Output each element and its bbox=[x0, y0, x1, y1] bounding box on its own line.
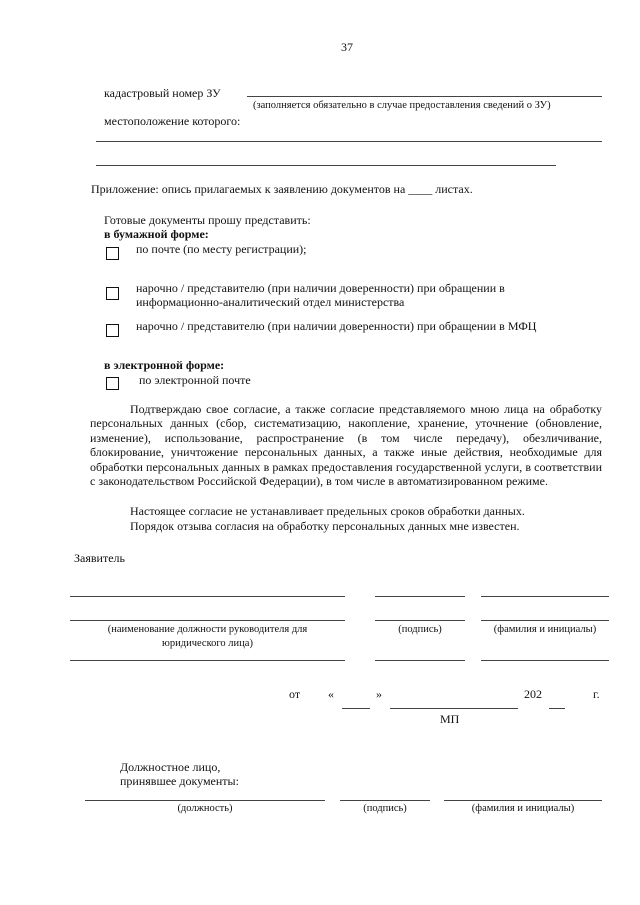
option-mfc: нарочно / представителю (при наличии доверенности) при обращении в МФЦ bbox=[136, 319, 537, 333]
official-label-1: Должностное лицо, bbox=[120, 760, 221, 774]
official-name-caption: (фамилия и инициалы) bbox=[471, 803, 575, 814]
official-position-caption: (должность) bbox=[177, 803, 233, 814]
location-label: местоположение которого: bbox=[104, 114, 241, 128]
checkbox-mfc[interactable] bbox=[106, 324, 119, 337]
ready-docs-intro: Готовые документы прошу представить: bbox=[104, 213, 311, 227]
consent-revocation-text: Порядок отзыва согласия на обработку персональных данных мне известен. bbox=[130, 519, 520, 533]
date-from-label: от bbox=[289, 687, 301, 701]
applicant-position-field[interactable] bbox=[70, 596, 345, 597]
consent-text: Подтверждаю свое согласие, а также согласие представляемого мною лица на обработку персональных данных (сбор, систематизацию, накопление, хранение, уточнение (обновление, изменение), использование, распространение (в том числе передачу), обезличивание, блокирование, уничтожение персональных данных, а также иные действия, необходимые для обработки персональных данных в рамках предоставления государственной услуги, в соответствии с законодательством Российской Федерации), в том числе в автоматизированном режиме. bbox=[90, 402, 602, 489]
date-quote-close: » bbox=[376, 687, 382, 701]
page-number: 37 bbox=[341, 40, 353, 54]
applicant-position-caption-2: юридического лица) bbox=[162, 638, 253, 649]
option-ministry-department-line-1: нарочно / представителю (при наличии доверенности) при обращении в bbox=[136, 281, 505, 295]
date-month-field[interactable] bbox=[390, 708, 518, 709]
checkbox-by-mail[interactable] bbox=[106, 247, 119, 260]
cadastral-number-field[interactable] bbox=[247, 96, 602, 97]
appendix-text: Приложение: опись прилагаемых к заявлению документов на ____ листах. bbox=[91, 182, 473, 196]
consent-term-text: Настоящее согласие не устанавливает предельных сроков обработки данных. bbox=[130, 504, 525, 518]
date-year-suffix: г. bbox=[593, 687, 600, 701]
applicant-name-caption: (фамилия и инициалы) bbox=[493, 624, 597, 635]
paper-form-heading: в бумажной форме: bbox=[104, 227, 209, 241]
checkbox-email[interactable] bbox=[106, 377, 119, 390]
location-field-line-2[interactable] bbox=[96, 165, 556, 166]
applicant-label: Заявитель bbox=[74, 551, 125, 565]
date-year: 202 bbox=[524, 687, 542, 701]
option-ministry-department-line-2: информационно-аналитический отдел министерства bbox=[136, 295, 405, 309]
applicant-name-line-3 bbox=[481, 660, 609, 661]
electronic-form-heading: в электронной форме: bbox=[104, 358, 225, 372]
applicant-signature-line-3 bbox=[375, 660, 465, 661]
date-day-field[interactable] bbox=[342, 708, 370, 709]
applicant-signature-line-2 bbox=[375, 620, 465, 621]
applicant-name-field[interactable] bbox=[481, 596, 609, 597]
applicant-signature-field[interactable] bbox=[375, 596, 465, 597]
cadastral-number-label: кадастровый номер ЗУ bbox=[104, 86, 221, 100]
applicant-position-line-3 bbox=[70, 660, 345, 661]
date-quote-open: « bbox=[328, 687, 334, 701]
applicant-position-line-2 bbox=[70, 620, 345, 621]
official-signature-field[interactable] bbox=[340, 800, 430, 801]
applicant-name-line-2 bbox=[481, 620, 609, 621]
official-name-field[interactable] bbox=[444, 800, 602, 801]
stamp-label: МП bbox=[440, 712, 460, 726]
cadastral-note: (заполняется обязательно в случае предоставления сведений о ЗУ) bbox=[253, 100, 551, 111]
date-year-field[interactable] bbox=[549, 708, 565, 709]
option-by-mail: по почте (по месту регистрации); bbox=[136, 242, 307, 256]
checkbox-ministry-department[interactable] bbox=[106, 287, 119, 300]
location-field-line-1[interactable] bbox=[96, 141, 602, 142]
official-label-2: принявшее документы: bbox=[120, 774, 239, 788]
consent-paragraph bbox=[90, 402, 602, 488]
applicant-signature-caption: (подпись) bbox=[398, 624, 442, 635]
official-signature-caption: (подпись) bbox=[363, 803, 407, 814]
official-position-field[interactable] bbox=[85, 800, 325, 801]
applicant-position-caption-1: (наименование должности руководителя для bbox=[107, 624, 308, 635]
option-email: по электронной почте bbox=[139, 373, 251, 387]
